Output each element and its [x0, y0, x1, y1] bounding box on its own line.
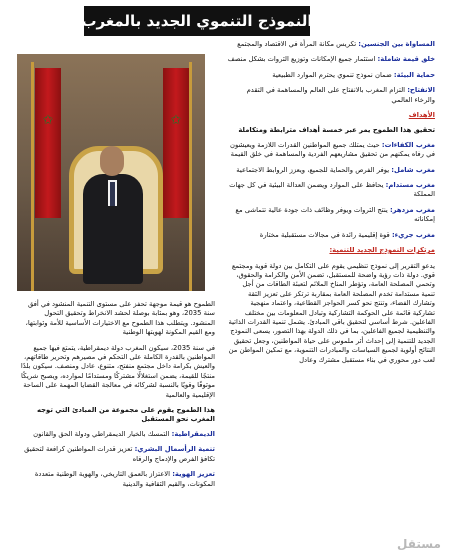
principles-intro: هذا الطموح يقوم على مجموعة من المبادئ التي توجه المغرب نحو المستقبل — [37, 406, 215, 424]
principle-item: حماية البيئة: ضمان نموذج تنموي يحترم الموارد الطبيعية — [272, 70, 435, 79]
portrait-photo — [17, 54, 205, 291]
title-banner — [81, 6, 313, 36]
flag-pole-left — [31, 62, 34, 291]
flag-right — [163, 68, 189, 218]
right-column — [227, 40, 435, 371]
vision-paragraph: في سنة 2035، سيكون المغرب دولة ديمقراطية، يتمتع فيها جميع المواطنين بالقدرة الكاملة على التحكم في مصيرهم وتحرير طاقاتهم، والعيش بكرامة داخل مجتمع منفتح، متنوع، عادل ومنصف. سيكون بلدًا منتجًا للقيمة، يضمن استغلالًا مشتركًا ومستدامًا لموارده، ويصبح شريكًا موثوقًا وقويًا بالنسبة لشركائه في معالجة القضايا المهمة على الساحة الإقليمية والعالمية — [20, 343, 215, 399]
objectives-heading: الأهداف — [408, 111, 435, 120]
principle-item: الديمقراطية: التمسك بالخيار الديمقراطي ودولة الحق والقانون — [33, 429, 215, 438]
objective-item: مغرب جريء: قوة إقليمية رائدة في مجالات مستقبلية مختارة — [259, 230, 435, 239]
objective-item: مغرب مستدام: يحافظ على الموارد ويضمن العدالة البيئية في كل جهات المملكة — [229, 181, 435, 199]
pillars-heading: مرتكزات النموذج الجديد للتنمية: — [329, 246, 435, 255]
pillars-text: يدعو التقرير إلى نموذج تنظيمي يقوم على التكامل بين دولة قوية ومجتمع قوي. دولة ذات رؤية واضحة للمستقبل، تضمن الأمن والكرامة والحقوق، وتحمي المصلحة العامة، وتؤطر المناخ الملائم لتعبئة الطاقات من أجل تنمية مستدامة تخدم المصلحة العامة بمقاربة ترتكز على تعزيز الثقة وتشارك الفضاء، وتنتج نحو كسر الحواجز القطاعية، واعتماد منهجية تشاركية قائمة على الحوكمة التشاركية وتبادل المعلومات بين مختلف الفاعلين. شرط أساسي لتحقيق باقي المبادئ. يشمل تنمية القدرات الذاتية والتنظيمية لجميع الفاعلين، بما في ذلك الدولة بهذا التصور، يسعى النموذج الجديد للتنمية إلى إحداث أثر ملموس على حياة المواطنين، وجعل تحقيق النتائج أولوية لجميع السياسات والمبادرات التنموية، مع تمكين المواطن من لعب دور محوري في بناء مستقبل مشترك وعادل — [228, 261, 435, 364]
watermark-logo: مستقل — [397, 537, 441, 551]
left-column — [18, 300, 215, 495]
flag-pole-right — [189, 62, 192, 291]
principle-item: تنمية الرأسمال البشري: تعزيز قدرات المواطنين كرافعة لتحقيق تكافؤ الفرص والإدماج والرفاه — [24, 445, 215, 463]
head-figure — [100, 146, 124, 176]
tie-figure — [110, 182, 115, 206]
principle-item: الانفتاح: التزام المغرب بالانفتاح على العالم والمساهمة في التقدم والرخاء العالمي — [246, 86, 435, 104]
star-icon: ✩ — [42, 113, 54, 128]
star-icon: ✩ — [170, 113, 182, 128]
principle-item: تعزيز الهوية: الاعتزاز بالعمق التاريخي، والهوية الوطنية متعددة المكونات، والقيم الثقافية والدينية — [34, 470, 215, 488]
objectives-intro: تحقيق هذا الطموح يمر عبر خمسة أهداف مترابطة ومتكاملة — [238, 126, 435, 135]
objective-item: مغرب شامل: يوفر الفرص والحماية للجميع، ويعزز الروابط الاجتماعية — [236, 165, 435, 174]
objective-item: مغرب مزدهر: ينتج الثروات ويوفر وظائف ذات جودة عالية تتماشى مع إمكاناته — [235, 205, 435, 224]
page-title: النموذج التنموي الجديد بالمغرب — [81, 12, 313, 30]
ambition-paragraph: الطموح هو قيمة موجهة تحفز على مستوى التنمية المنشود في أفق سنة 2035، وهو بمثابة بوصلة لحشد الانخراط وتحقيق التحول المنشود. ويتطلب هذا الطموح مع الاختيارات الأساسية للأمة وثوابتها، ومع القيم المكونة لهويتها الوطنية — [25, 300, 215, 337]
objective-item: مغرب الكفاءات: حيث يمتلك جميع المواطنين القدرات اللازمة ويعيشون في رفاه يمكنهم من تحقيق مشاريعهم الفردية والمساهمة في خلق القيمة — [230, 140, 435, 159]
principle-item: المساواة بين الجنسين: تكريس مكانة المرأة في الاقتصاد والمجتمع — [237, 40, 435, 48]
principle-item: خلق قيمة شاملة: استثمار جميع الإمكانات وتوزيع الثروات بشكل منصف — [227, 55, 435, 64]
flag-left — [35, 68, 61, 218]
